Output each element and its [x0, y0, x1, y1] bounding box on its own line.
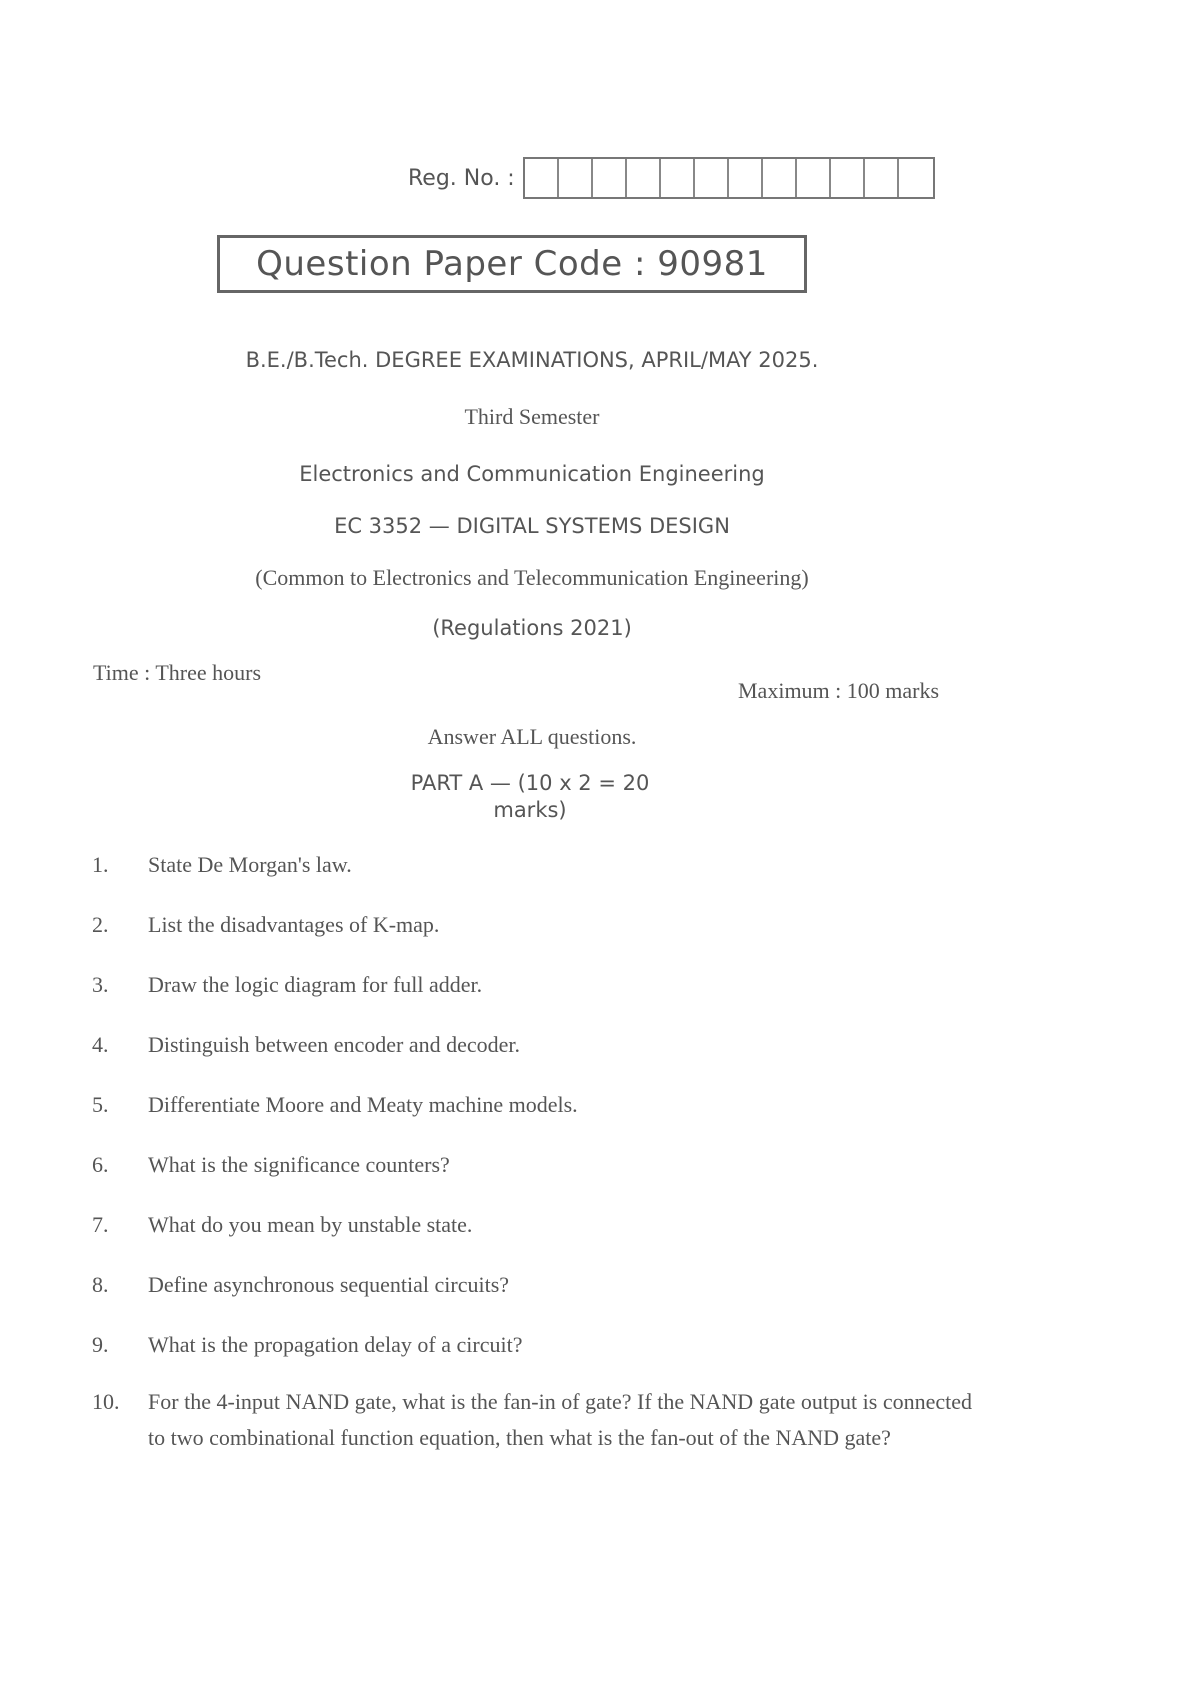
- common-to: (Common to Electronics and Telecommunication Engineering): [255, 565, 809, 590]
- question-number: 10.: [92, 1389, 120, 1414]
- reg-no-box: [593, 159, 627, 197]
- question-number: 8.: [92, 1272, 109, 1297]
- regulations: (Regulations 2021): [432, 616, 632, 640]
- part-a-heading: [380, 770, 680, 824]
- question-item: [92, 1272, 972, 1332]
- question-text: State De Morgan's law.: [148, 852, 352, 877]
- question-number: 5.: [92, 1092, 109, 1117]
- reg-no-box: [763, 159, 797, 197]
- question-text: List the disadvantages of K-map.: [148, 912, 440, 937]
- question-text: Draw the logic diagram for full adder.: [148, 972, 483, 997]
- question-number: 2.: [92, 912, 109, 937]
- reg-no-box: [525, 159, 559, 197]
- reg-no-box: [865, 159, 899, 197]
- semester: Third Semester: [464, 404, 600, 429]
- question-item: [92, 1384, 972, 1456]
- exam-time: Time : Three hours: [93, 660, 262, 685]
- question-item: [92, 972, 972, 1032]
- question-number: 7.: [92, 1212, 109, 1237]
- reg-no-box: [831, 159, 865, 197]
- question-text: What is the significance counters?: [148, 1152, 450, 1177]
- question-item: [92, 1212, 972, 1272]
- reg-no-box: [627, 159, 661, 197]
- question-item: [92, 912, 972, 972]
- question-item: [92, 852, 972, 912]
- question-number: 1.: [92, 852, 109, 877]
- reg-no-box: [899, 159, 933, 197]
- question-number: 3.: [92, 972, 109, 997]
- max-marks: Maximum : 100 marks: [738, 678, 940, 703]
- question-item: [92, 1032, 972, 1092]
- reg-no-label: Reg. No. :: [408, 165, 515, 191]
- part-a-title-line1: PART A — (10 x 2 = 20: [410, 771, 650, 795]
- question-number: 4.: [92, 1032, 109, 1057]
- question-text: Define asynchronous sequential circuits?: [148, 1272, 510, 1297]
- reg-no-box: [661, 159, 695, 197]
- question-text: What do you mean by unstable state.: [148, 1212, 473, 1237]
- reg-no-row: [408, 156, 935, 200]
- exam-title: B.E./B.Tech. DEGREE EXAMINATIONS, APRIL/MAY 2025.: [245, 348, 819, 372]
- part-a-title-line2: marks): [493, 798, 567, 822]
- question-number: 9.: [92, 1332, 109, 1357]
- reg-no-box: [695, 159, 729, 197]
- question-item: [92, 1092, 972, 1152]
- question-text: For the 4-input NAND gate, what is the fan-in of gate? If the NAND gate output is connected to two combinational function equation, then what is the fan-out of the NAND gate?: [148, 1389, 972, 1450]
- reg-no-boxes: [523, 157, 935, 199]
- reg-no-box: [797, 159, 831, 197]
- reg-no-box: [559, 159, 593, 197]
- question-item: [92, 1152, 972, 1212]
- department: Electronics and Communication Engineering: [299, 462, 765, 486]
- reg-no-box: [729, 159, 763, 197]
- question-text: Distinguish between encoder and decoder.: [148, 1032, 521, 1057]
- course-title: EC 3352 — DIGITAL SYSTEMS DESIGN: [334, 514, 730, 538]
- question-text: What is the propagation delay of a circuit?: [148, 1332, 523, 1357]
- question-list: [92, 852, 972, 1456]
- instruction: Answer ALL questions.: [427, 724, 637, 749]
- question-paper-code: Question Paper Code : 90981: [217, 235, 807, 293]
- question-text: Differentiate Moore and Meaty machine models.: [148, 1092, 578, 1117]
- question-number: 6.: [92, 1152, 109, 1177]
- question-item: [92, 1332, 972, 1392]
